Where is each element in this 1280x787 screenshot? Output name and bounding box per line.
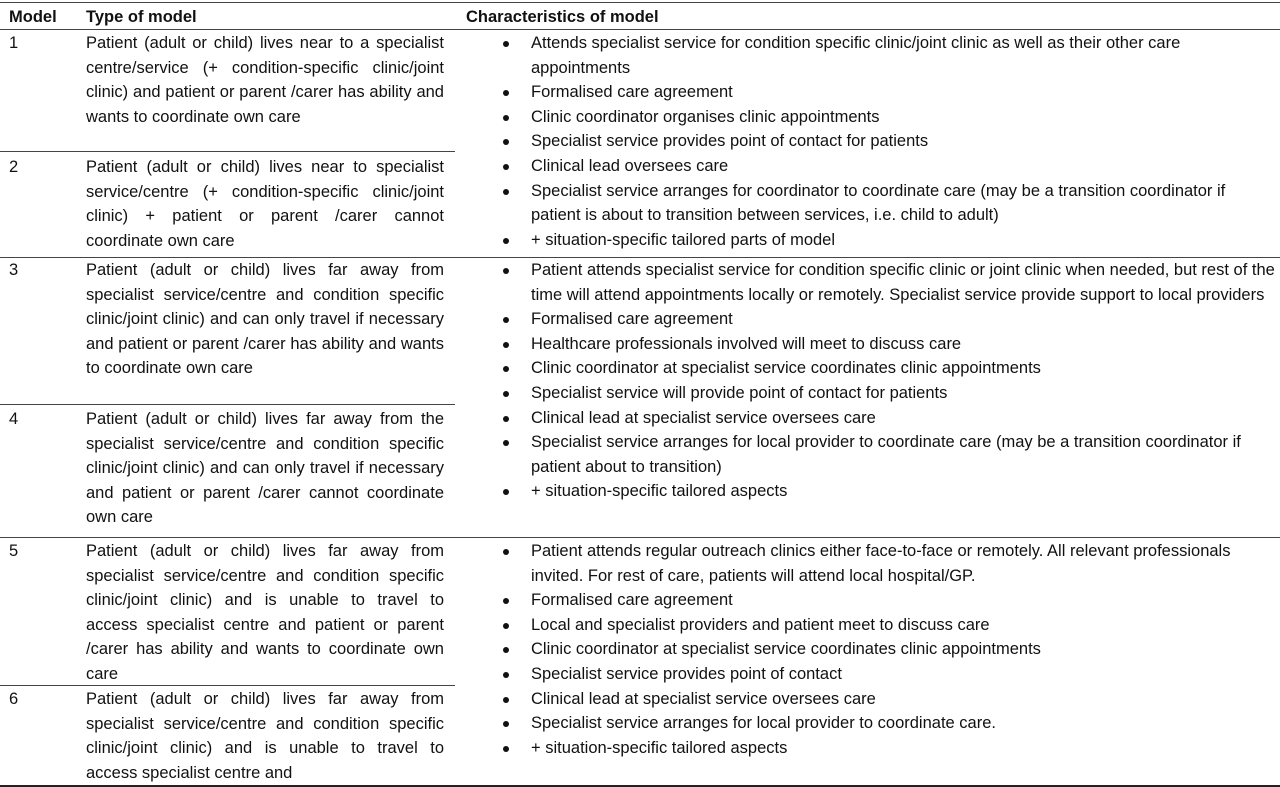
list-item: + situation-specific tailored aspects — [500, 736, 1275, 761]
characteristics-list — [500, 258, 1275, 504]
model-type: Patient (adult or child) lives far away from specialist service/centre and condition specific clinic/joint clinic) and is unable to travel to access specialist centre and — [86, 690, 444, 782]
table-bottom-rule — [0, 785, 1280, 787]
list-item: Specialist service arranges for local provider to coordinate care (may be a transition coordinator if patient about to transition) — [500, 430, 1275, 479]
model-type: Patient (adult or child) lives far away from the specialist service/centre and condition specific clinic/joint clinic) and can only travel if necessary and patient or parent /carer cannot coordinate own care — [86, 410, 444, 527]
model-number: 5 — [9, 542, 19, 560]
list-item: Clinic coordinator organises clinic appointments — [500, 105, 1275, 130]
row-divider — [0, 404, 455, 405]
characteristics-list — [500, 31, 1275, 252]
list-item: Clinical lead at specialist service oversees care — [500, 687, 1275, 712]
list-item: Formalised care agreement — [500, 588, 1275, 613]
list-item: Specialist service arranges for local provider to coordinate care. — [500, 711, 1275, 736]
list-item: Clinical lead at specialist service oversees care — [500, 406, 1275, 431]
list-item: Formalised care agreement — [500, 307, 1275, 332]
model-type: Patient (adult or child) lives near to specialist service/centre (+ condition-specific clinic/joint clinic) + patient or parent /carer cannot coordinate own care — [86, 158, 444, 250]
characteristics-list — [500, 539, 1275, 760]
header-model: Model — [9, 8, 57, 26]
list-item: Patient attends regular outreach clinics either face-to-face or remotely. All relevant professionals invited. For rest of care, patients will attend local hospital/GP. — [500, 539, 1275, 588]
model-number: 4 — [9, 410, 19, 428]
table-top-rule — [0, 2, 1280, 3]
group-divider — [0, 537, 1280, 538]
list-item: Specialist service provides point of contact — [500, 662, 1275, 687]
model-number: 6 — [9, 690, 19, 708]
model-number: 2 — [9, 158, 19, 176]
row-divider — [0, 685, 455, 686]
model-type: Patient (adult or child) lives far away from specialist service/centre and condition specific clinic/joint clinic) and can only travel if necessary and patient or parent /carer has ability and wants to coordinate own care — [86, 261, 444, 378]
model-type: Patient (adult or child) lives far away from specialist service/centre and condition specific clinic/joint clinic) and is unable to travel to access specialist centre and patient or parent /carer has ability and wants to coordinate own care — [86, 542, 444, 683]
list-item: + situation-specific tailored parts of model — [500, 228, 1275, 253]
row-divider — [0, 151, 455, 152]
list-item: Specialist service provides point of contact for patients — [500, 129, 1275, 154]
list-item: Clinic coordinator at specialist service coordinates clinic appointments — [500, 637, 1275, 662]
header-rule — [0, 29, 1280, 30]
list-item: Local and specialist providers and patient meet to discuss care — [500, 613, 1275, 638]
list-item: Specialist service will provide point of contact for patients — [500, 381, 1275, 406]
list-item: Formalised care agreement — [500, 80, 1275, 105]
header-characteristics: Characteristics of model — [466, 8, 659, 26]
list-item: Clinic coordinator at specialist service coordinates clinic appointments — [500, 356, 1275, 381]
model-type: Patient (adult or child) lives near to a specialist centre/service (+ condition-specific clinic/joint clinic) and patient or parent /carer has ability and wants to coordinate own care — [86, 34, 444, 126]
list-item: Healthcare professionals involved will meet to discuss care — [500, 332, 1275, 357]
list-item: Specialist service arranges for coordinator to coordinate care (may be a transition coordinator if patient is about to transition between services, i.e. child to adult) — [500, 179, 1275, 228]
list-item: Patient attends specialist service for condition specific clinic or joint clinic when needed, but rest of the time will attend appointments locally or remotely. Specialist service provide support to local providers — [500, 258, 1275, 307]
model-number: 3 — [9, 261, 19, 279]
list-item: Clinical lead oversees care — [500, 154, 1275, 179]
list-item: + situation-specific tailored aspects — [500, 479, 1275, 504]
list-item: Attends specialist service for condition specific clinic/joint clinic as well as their other care appointments — [500, 31, 1275, 80]
header-type-of-model: Type of model — [86, 8, 197, 26]
model-number: 1 — [9, 34, 19, 52]
